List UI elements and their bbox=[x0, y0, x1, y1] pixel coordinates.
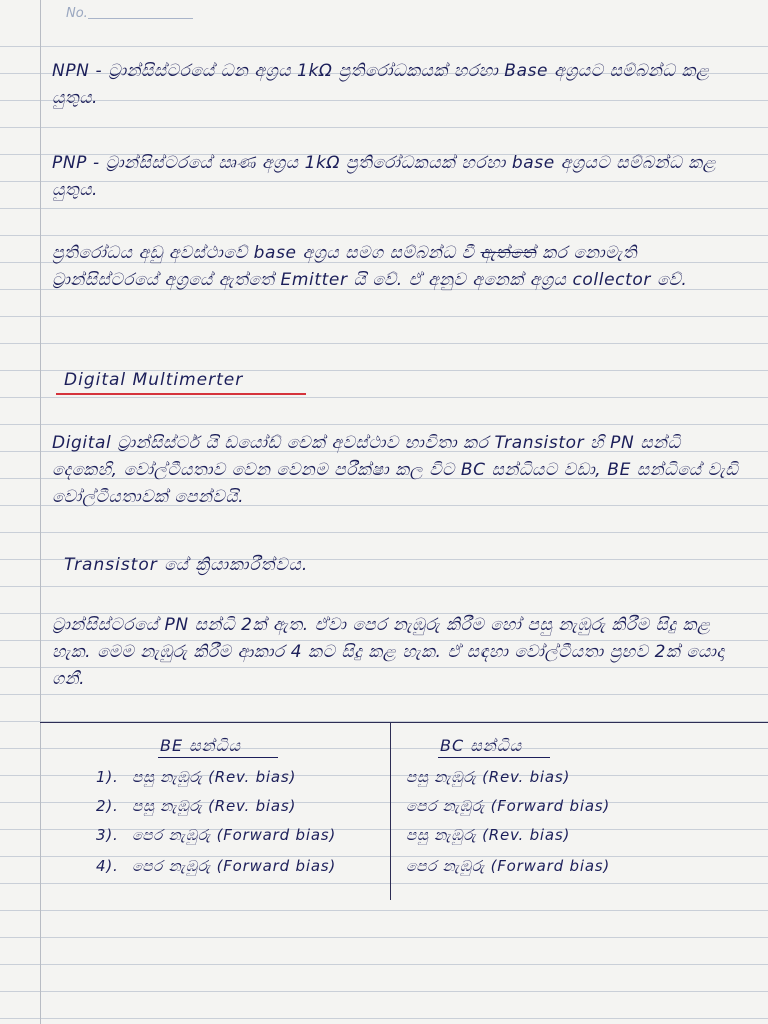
be-column-header: BE සන්ධිය bbox=[160, 736, 242, 755]
modes-paragraph: ට්‍රාන්සිස්ටරයේ PN සන්ධි 2ක් ඇත. ඒවා පෙර නැඹුරු කිරීම හෝ පසු නැඹුරු කිරීම සිදු කළ හැක. මෙම නැඹුරු කිරීම ආකාර 4 කට සිදු කළ හැක. ඒ සඳහා වෝල්ටීයතා ප්‍රභව 2ක් යොදා ගනී. bbox=[52, 615, 725, 689]
digital-paragraph: Digital ට්‍රාන්සිස්ටර් යි ඩයෝඩ් චෙක් අවස්ථාව භාවිතා කර Transistor හි PN සන්ධි දෙකෙහි, වෝල්ටීයතාව වෙන වෙනම පරීක්ෂා කල විට BC සන්ධියට වඩා, BE සන්ධියේ වැඩි වෝල්ටීයතාවක් පෙන්වයි. bbox=[52, 433, 739, 507]
row-1-bc: පසු නැඹුරු (Rev. bias) bbox=[406, 768, 571, 786]
row-3-be: පෙර නැඹුරු (Forward bias) bbox=[132, 826, 337, 844]
identification-note bbox=[52, 240, 742, 294]
row-2-bc: පෙර නැඹුරු (Forward bias) bbox=[406, 797, 611, 815]
npn-note: NPN - ට්‍රාන්සිස්ටරයේ ධන අග්‍රය 1kΩ ප්‍රතිරෝධකයක් හරහා Base අග්‍රයට සම්බන්ධ කළ යුතුය. bbox=[52, 61, 710, 108]
struck-word: ඇත්තේ bbox=[480, 243, 537, 263]
be-header-underline bbox=[158, 757, 278, 758]
page-number-label: No. bbox=[66, 6, 88, 21]
row-2-number: 2). bbox=[96, 797, 119, 815]
row-3-bc: පසු නැඹුරු (Rev. bias) bbox=[406, 826, 571, 844]
row-4-be: පෙර නැඹුරු (Forward bias) bbox=[132, 857, 337, 875]
row-1-number: 1). bbox=[96, 768, 119, 786]
row-1-be: පසු නැඹුරු (Rev. bias) bbox=[132, 768, 297, 786]
modes-heading: Transistor යේ ක්‍රියාකාරීත්වය. bbox=[64, 555, 309, 575]
table-top-line bbox=[40, 722, 768, 723]
pnp-note: PNP - ට්‍රාන්සිස්ටරයේ ඍණ අග්‍රය 1kΩ ප්‍රතිරෝධකයක් හරහා base අග්‍රයට සම්බන්ධ කළ යුතුය. bbox=[52, 153, 717, 200]
heading-underline bbox=[56, 393, 306, 395]
bc-header-underline bbox=[438, 757, 550, 758]
row-2-be: පසු නැඹුරු (Rev. bias) bbox=[132, 797, 297, 815]
page-number-line bbox=[88, 18, 193, 19]
identification-text: ප්‍රතිරෝධය අඩු අවස්ථාවේ base අග්‍රය සමග සම්බන්ධ වී bbox=[52, 243, 475, 263]
row-4-bc: පෙර නැඹුරු (Forward bias) bbox=[406, 857, 611, 875]
table-divider bbox=[390, 722, 391, 900]
row-4-number: 4). bbox=[96, 857, 119, 875]
bc-column-header: BC සන්ධිය bbox=[440, 736, 523, 755]
section-heading: Digital Multimerter bbox=[64, 370, 244, 390]
identification-rest: කර නොමැති ට්‍රාන්සිස්ටරයේ අග්‍රයේ ඇත්තේ Emitter යි වේ. ඒ අනුව අනෙක් අග්‍රය collector වේ. bbox=[52, 243, 688, 290]
row-3-number: 3). bbox=[96, 826, 119, 844]
